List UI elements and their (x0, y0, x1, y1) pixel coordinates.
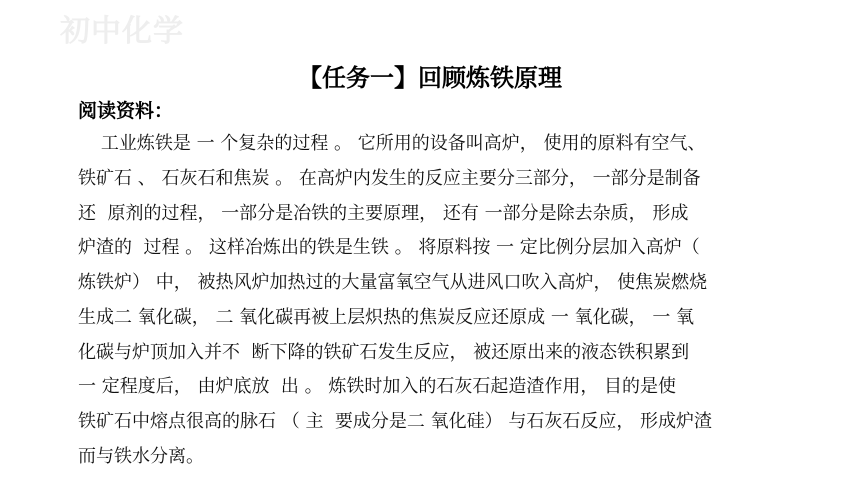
passage-line: 工业炼铁是 一 个复杂的过程 。 它所用的设备叫高炉， 使用的原料有空气、 (78, 133, 706, 154)
passage-line: 而与铁水分离。 (78, 446, 204, 467)
passage-line: 铁矿石中熔点很高的脉石 （ 主 要成分是二 氧化硅） 与石灰石反应， 形成炉渣 (78, 411, 713, 432)
passage-line: 化碳与炉顶加入并不 断下降的铁矿石发生反应， 被还原出来的液态铁积累到 (78, 342, 690, 363)
page-title: 【任务一】回顾炼铁原理 (298, 64, 562, 92)
passage-line: 还 原剂的过程， 一部分是冶铁的主要原理， 还有 一部分是除去杂质， 形成 (78, 203, 689, 224)
passage-line: 炼铁炉） 中， 被热风炉加热过的大量富氧空气从进风口吹入高炉， 使焦炭燃烧 (78, 272, 708, 293)
passage-line: 一 定程度后， 由炉底放 出 。 炼铁时加入的石灰石起造渣作用， 目的是使 (78, 376, 677, 397)
passage-line: 生成二 氧化碳， 二 氧化碳再被上层炽热的焦炭反应还原成 一 氧化碳， 一 氧 (78, 307, 695, 328)
passage-line: 炉渣的 过程 。 这样冶炼出的铁是生铁 。 将原料按 一 定比例分层加入高炉（ (78, 237, 700, 258)
passage-line: 铁矿石 、 石灰石和焦炭 。 在高炉内发生的反应主要分三部分， 一部分是制备 (78, 168, 701, 189)
watermark: 初中化学 (60, 14, 184, 49)
section-label: 阅读资料： (78, 100, 174, 122)
